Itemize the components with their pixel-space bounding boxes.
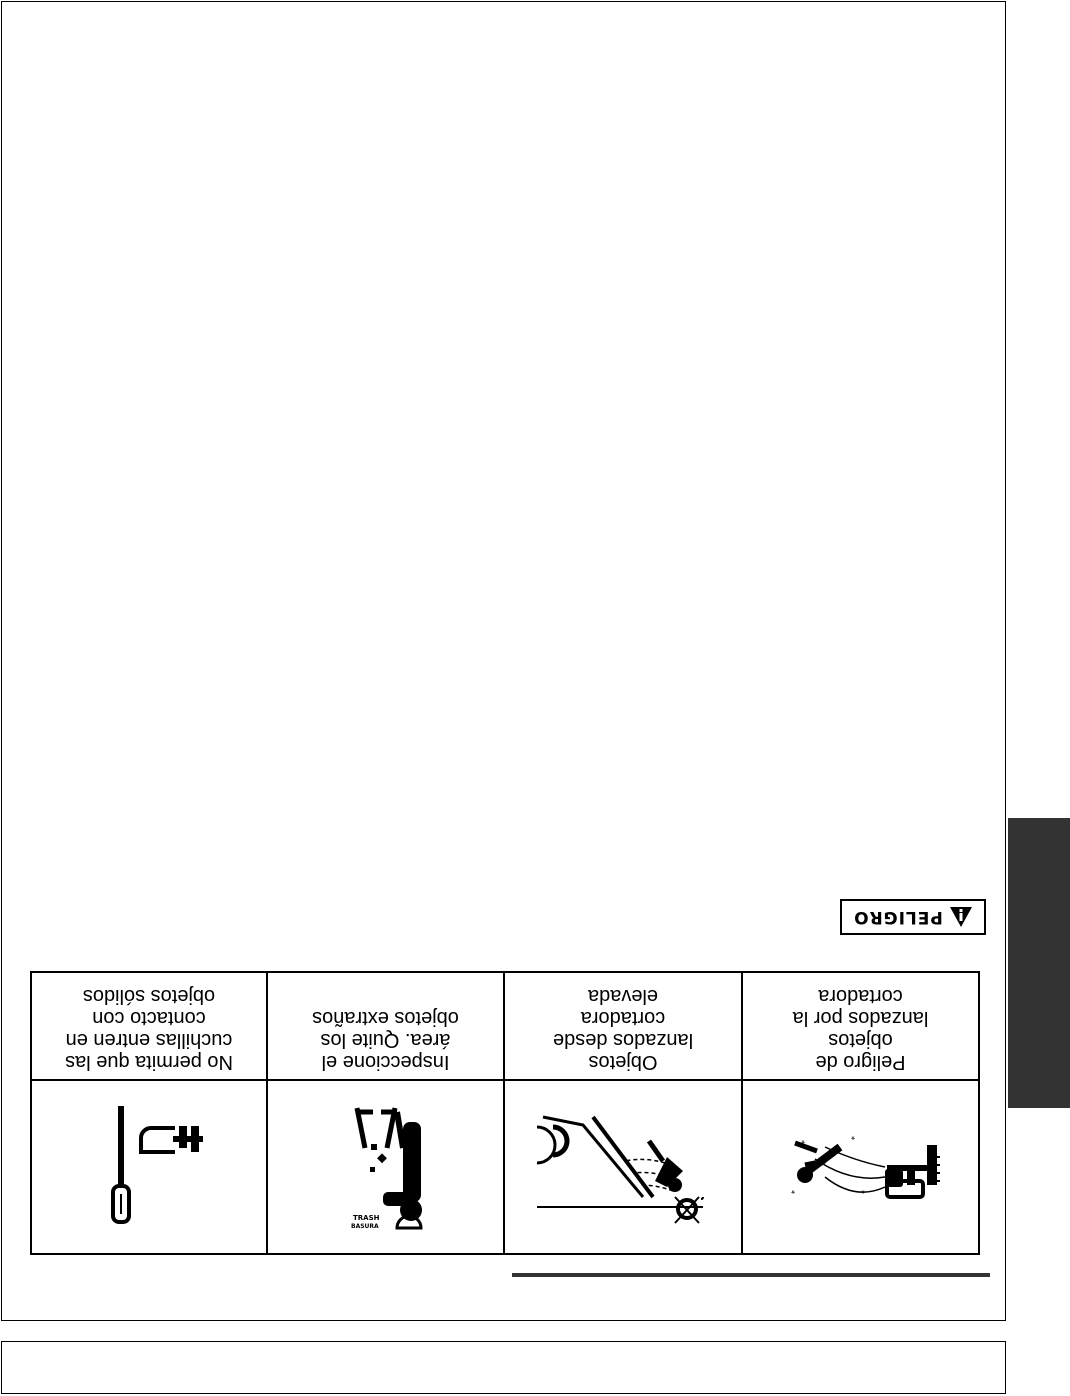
hazard-table <box>30 971 980 1255</box>
rotated-safety-section <box>28 895 990 1277</box>
hazard-cell <box>503 973 741 1253</box>
hazard-cell <box>741 973 978 1253</box>
hazard-cell <box>32 973 266 1253</box>
section-tab <box>1008 818 1070 1108</box>
basura-label: BASURA <box>351 1223 380 1230</box>
hazard-cell <box>266 973 503 1253</box>
warning-triangle-icon <box>949 906 973 928</box>
danger-badge <box>840 899 986 935</box>
hazard-label: Peligro de objetos lanzados por la cortadora <box>792 985 929 1073</box>
svg-text:*: * <box>801 1134 806 1145</box>
divider-line <box>512 1273 990 1277</box>
hazard-label: Inspeccione el área. Quite los objetos extraños <box>312 1007 459 1073</box>
raised-mower-icon <box>505 1079 741 1253</box>
thrown-objects-icon <box>743 1079 978 1253</box>
danger-label: PELIGRO <box>853 907 943 927</box>
svg-text:*: * <box>861 1184 866 1195</box>
trash-pickup-icon <box>268 1079 503 1253</box>
hazard-label: Objetos lanzados desde cortadora elevada <box>552 985 694 1073</box>
hazard-label: No permita que las cuchillas entren en contacto con objetos sólidos <box>65 985 233 1073</box>
footer-box <box>1 1341 1006 1394</box>
blade-contact-icon <box>32 1079 266 1253</box>
svg-text:*: * <box>791 1184 796 1195</box>
trash-label: TRASH <box>353 1214 380 1222</box>
svg-text:*: * <box>851 1130 856 1141</box>
